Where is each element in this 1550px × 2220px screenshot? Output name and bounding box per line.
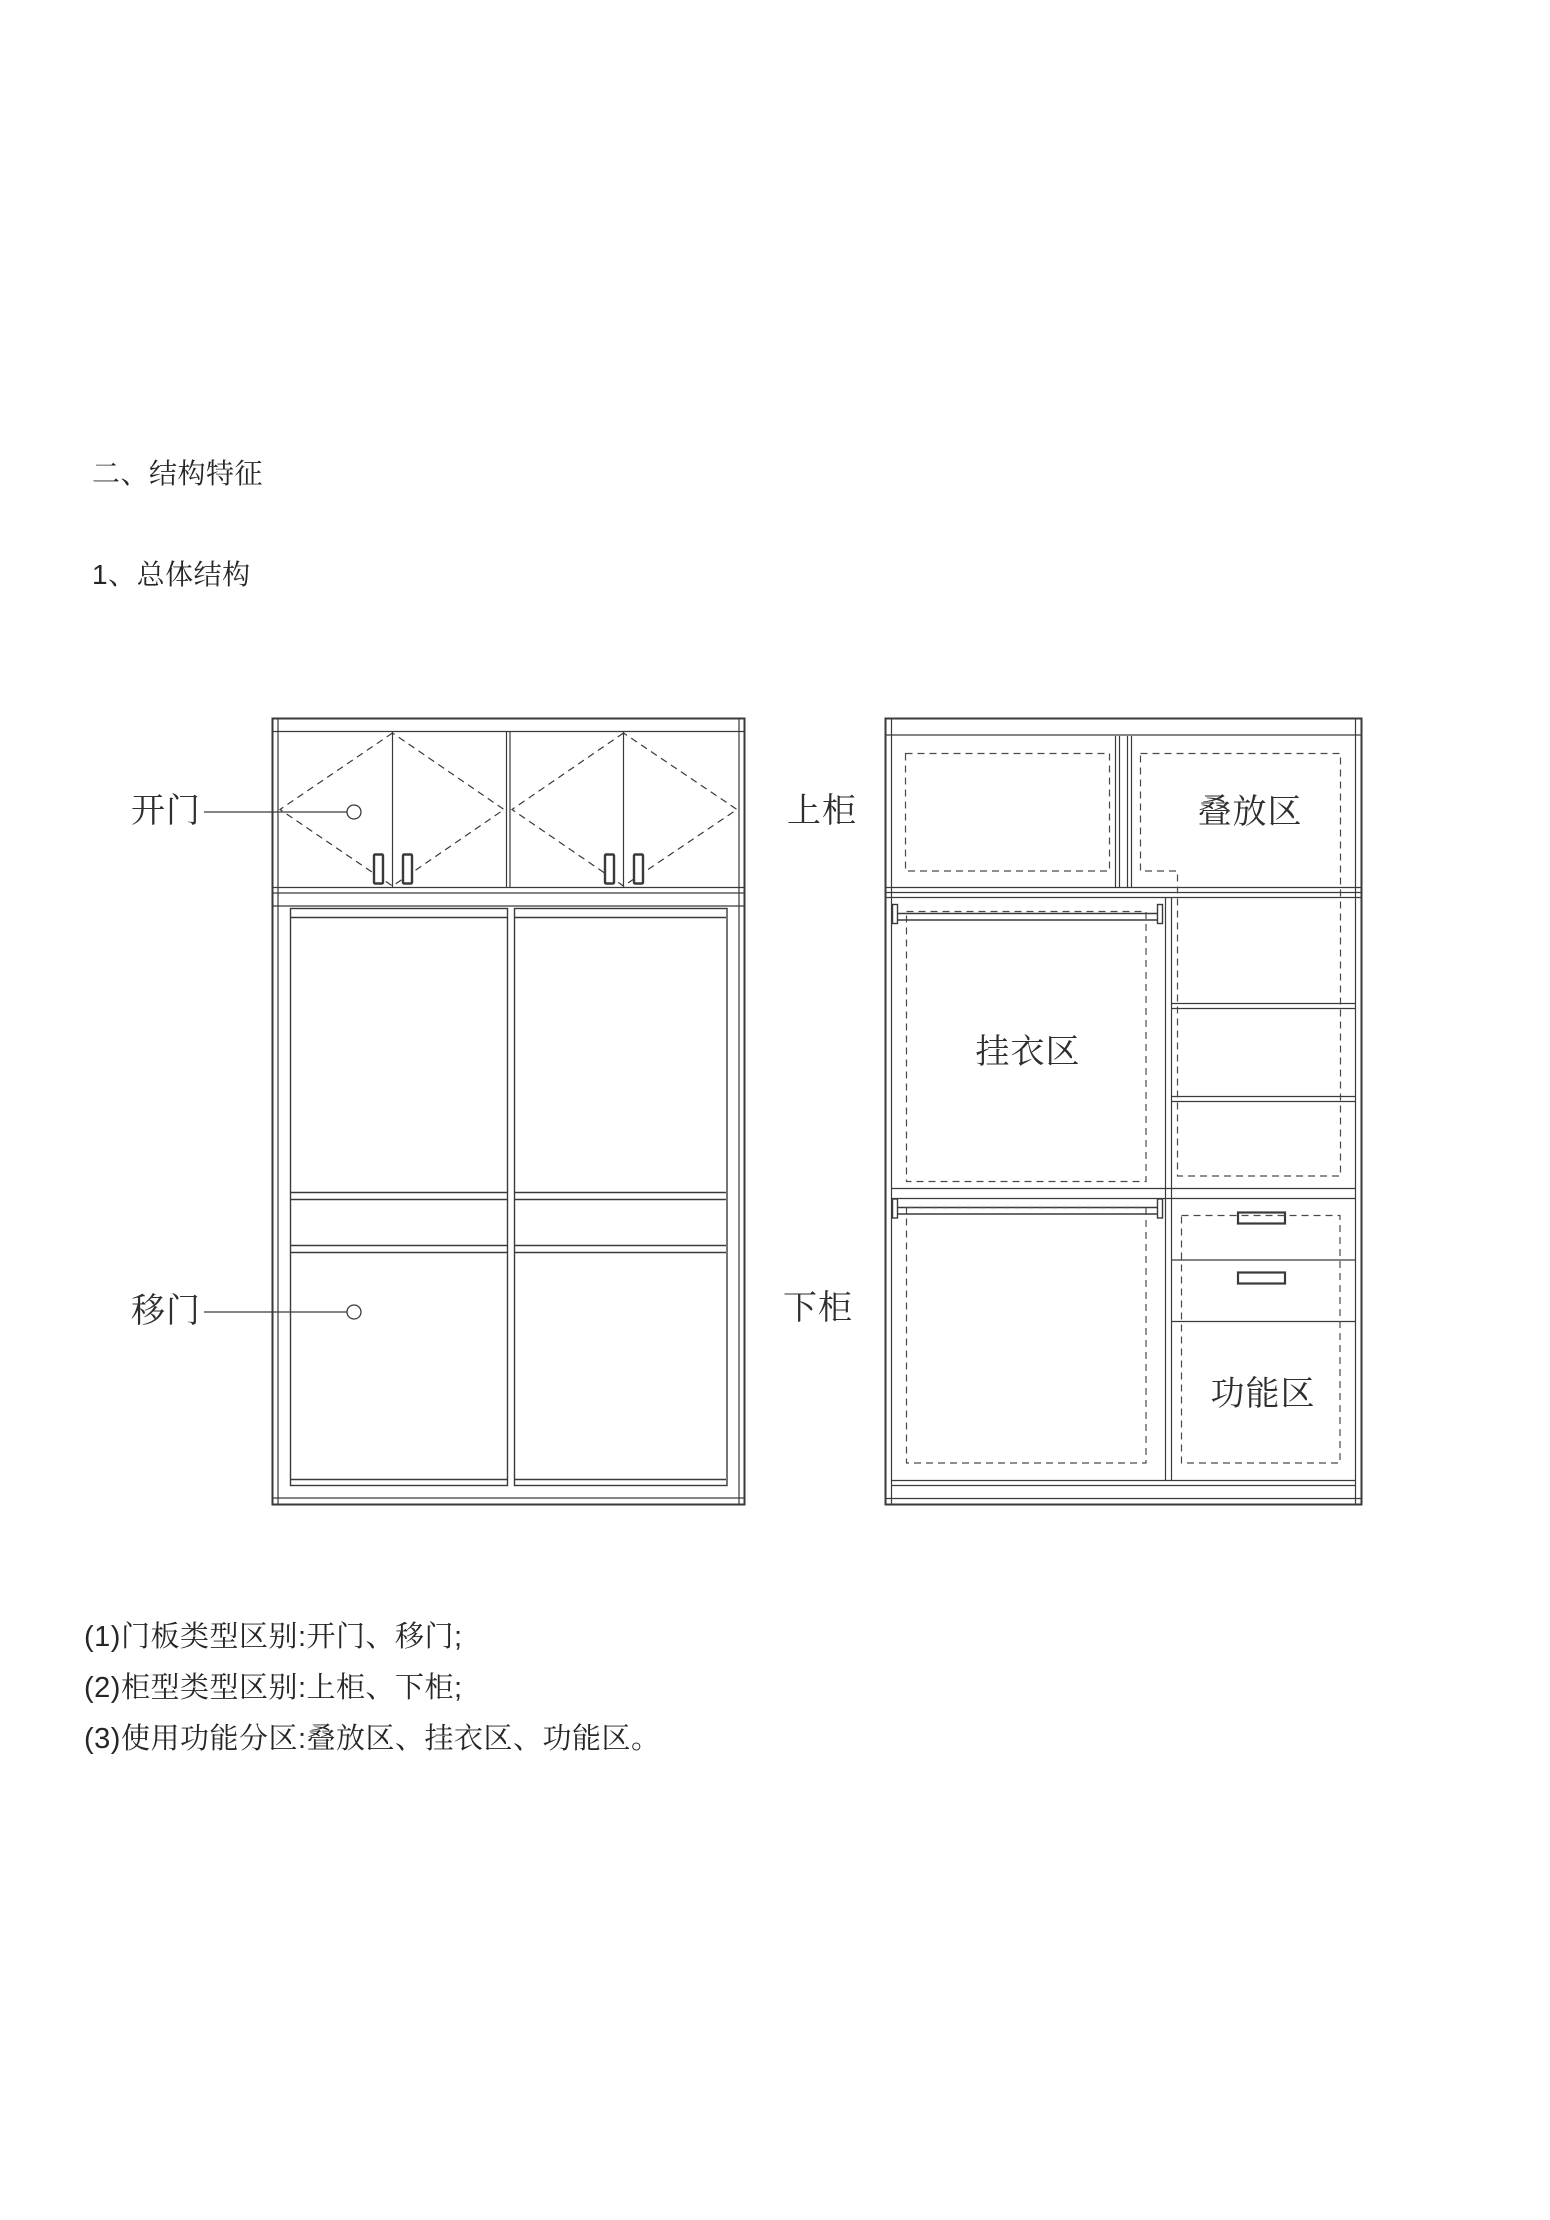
sliding-door-leader-circle xyxy=(347,1305,361,1319)
label-swing-door: 开门 xyxy=(131,792,201,830)
shelves xyxy=(1172,1004,1355,1102)
lower-hanging-zone-outline xyxy=(907,1208,1147,1464)
label-upper-cabinet: 上柜 xyxy=(787,792,857,830)
section-heading: 二、结构特征 xyxy=(92,458,264,489)
label-function-zone: 功能区 xyxy=(1210,1375,1316,1413)
swing-door-leader-circle xyxy=(347,805,361,819)
sliding-doors xyxy=(291,909,728,1486)
door-swing-mark-right-pair xyxy=(512,733,737,886)
label-hanging-zone: 挂衣区 xyxy=(975,1033,1081,1071)
note-door-types: (1)门板类型区别:开门、移门; xyxy=(84,1621,463,1653)
subsection-heading: 1、总体结构 xyxy=(92,559,251,590)
drawer-handle-bottom xyxy=(1238,1273,1285,1284)
zone-outlines xyxy=(906,754,1341,1464)
label-sliding-door: 移门 xyxy=(131,1292,201,1330)
leader-lines xyxy=(204,805,361,1319)
function-zone-outline xyxy=(1182,1216,1341,1464)
upper-left-zone-outline xyxy=(906,754,1110,872)
hanging-rod-lower xyxy=(893,1199,1163,1218)
label-lower-cabinet: 下柜 xyxy=(783,1289,853,1327)
drawers xyxy=(1172,1213,1355,1322)
upper-cabinet-partition xyxy=(1116,736,1132,887)
swing-door-handles xyxy=(374,855,643,884)
note-function-zones: (3)使用功能分区:叠放区、挂衣区、功能区。 xyxy=(84,1723,661,1755)
label-stacking-zone: 叠放区 xyxy=(1197,793,1303,831)
note-cabinet-types: (2)柜型类型区别:上柜、下柜; xyxy=(84,1672,463,1704)
left-wardrobe-elevation xyxy=(273,719,745,1505)
notes-list xyxy=(84,1612,984,1765)
drawer-handle-top xyxy=(1238,1213,1285,1224)
hanging-rod-upper xyxy=(893,905,1163,924)
